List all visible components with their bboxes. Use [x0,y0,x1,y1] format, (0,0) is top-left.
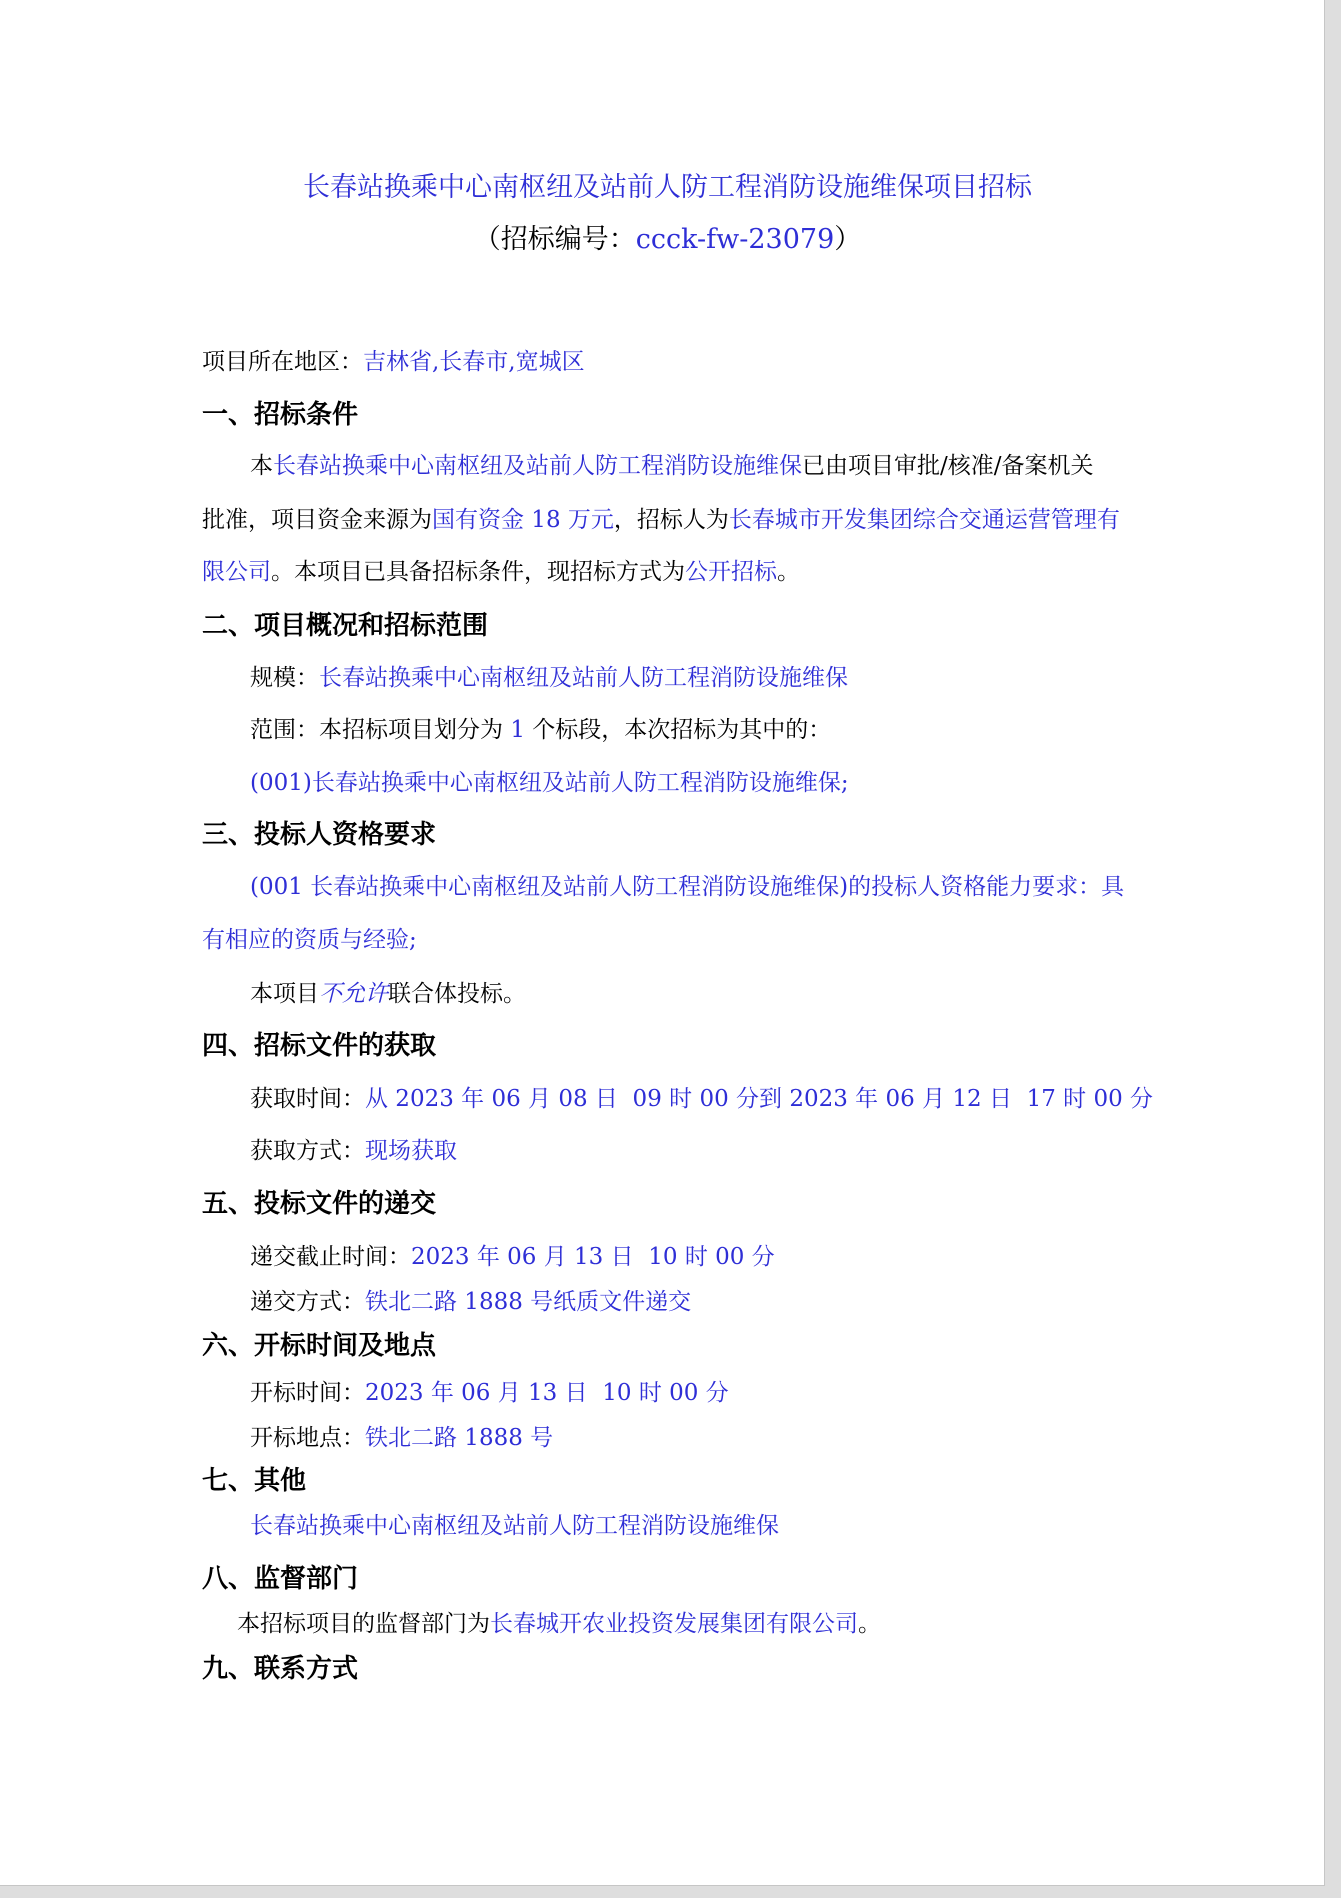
qualification-line-1: (001 长春站换乘中心南枢纽及站前人防工程消防设施维保)的投标人资格能力要求：具 [250,874,1125,900]
acquisition-time-line [250,1083,1153,1115]
tenderer-name: 长春城市开发集团综合交通运营管理有 [728,507,1120,533]
scale-label: 规模： [250,665,319,691]
text-segment: 。 [858,1611,881,1637]
submission-method-line [250,1286,691,1318]
bid-conditions-line-3 [202,556,800,588]
text-segment: 个标段，本次招标为其中的： [524,717,832,743]
bid-number-value: ccck-fw-23079 [635,224,835,255]
document-title: 长春站换乘中心南枢纽及站前人防工程消防设施维保项目招标 [303,172,1032,203]
project-name: 长春站换乘中心南枢纽及站前人防工程消防设施维保 [273,453,802,479]
supervision-line [237,1608,881,1640]
lot-count: 1 [510,717,525,743]
other-info: 长春站换乘中心南枢纽及站前人防工程消防设施维保 [250,1513,779,1539]
opening-time-line [250,1377,729,1409]
section-heading-project-overview: 二、项目概况和招标范围 [202,611,489,641]
text-segment: 本 [250,453,273,479]
bid-number-close: ） [834,224,862,255]
scale-value: 长春站换乘中心南枢纽及站前人防工程消防设施维保 [319,665,848,691]
section-heading-document-acquisition: 四、招标文件的获取 [202,1031,437,1061]
bid-method: 公开招标 [685,559,777,585]
section-heading-bidder-qualifications: 三、投标人资格要求 [202,820,437,850]
project-scope-line [250,714,831,746]
text-segment: 。 [777,559,800,585]
opening-time-label: 开标时间： [250,1380,365,1406]
section-heading-other: 七、其他 [202,1466,307,1496]
consortium-status: 不允许 [319,981,388,1007]
opening-time-value: 2023 年 06 月 13 日 10 时 00 分 [365,1380,729,1406]
project-scale-line [250,662,848,694]
acquisition-method-line [250,1135,457,1167]
acquisition-time-value: 从 2023 年 06 月 08 日 09 时 00 分到 2023 年 06 月 12 日 17 时 00 分 [365,1086,1154,1112]
submission-deadline-value: 2023 年 06 月 13 日 10 时 00 分 [411,1244,775,1270]
bid-conditions-line-2 [202,504,1120,536]
submission-method-value: 铁北二路 1888 号纸质文件递交 [365,1289,692,1315]
section-heading-contact: 九、联系方式 [202,1654,359,1684]
opening-location-line [250,1422,553,1454]
text-segment: ，招标人为 [613,507,729,533]
section-heading-bid-submission: 五、投标文件的递交 [202,1189,437,1219]
section-heading-bid-opening: 六、开标时间及地点 [202,1331,437,1361]
location-label: 项目所在地区： [202,349,363,375]
funding-source: 国有资金 18 万元 [432,507,614,533]
acquisition-time-label: 获取时间： [250,1086,365,1112]
tenderer-name-end: 限公司 [202,559,271,585]
project-location [202,346,585,378]
bid-number-label: （招标编号： [473,224,636,255]
bid-number [202,222,1133,258]
supervisor-name: 长春城开农业投资发展集团有限公司 [490,1611,858,1637]
opening-location-value: 铁北二路 1888 号 [365,1425,554,1451]
text-segment: 范围：本招标项目划分为 [250,717,511,743]
text-segment: 本项目 [250,981,319,1007]
submission-method-label: 递交方式： [250,1289,365,1315]
section-heading-supervision: 八、监督部门 [202,1564,359,1594]
submission-deadline-label: 递交截止时间： [250,1244,411,1270]
submission-deadline-line [250,1241,775,1273]
text-segment: 联合体投标。 [388,981,526,1007]
qualification-line-2: 有相应的资质与经验; [202,927,417,953]
location-value: 吉林省,长春市,宽城区 [363,349,585,375]
text-segment: 。本项目已具备招标条件，现招标方式为 [271,559,685,585]
acquisition-method-label: 获取方式： [250,1138,365,1164]
consortium-line [250,978,526,1010]
bid-conditions-line-1 [250,450,1094,482]
acquisition-method-value: 现场获取 [365,1138,457,1164]
text-segment: 本招标项目的监督部门为 [237,1611,490,1637]
lot-item: (001)长春站换乘中心南枢纽及站前人防工程消防设施维保; [250,770,849,796]
section-heading-bid-conditions: 一、招标条件 [202,400,359,430]
opening-location-label: 开标地点： [250,1425,365,1451]
text-segment: 已由项目审批/核准/备案机关 [802,453,1094,479]
text-segment: 批准，项目资金来源为 [202,507,432,533]
